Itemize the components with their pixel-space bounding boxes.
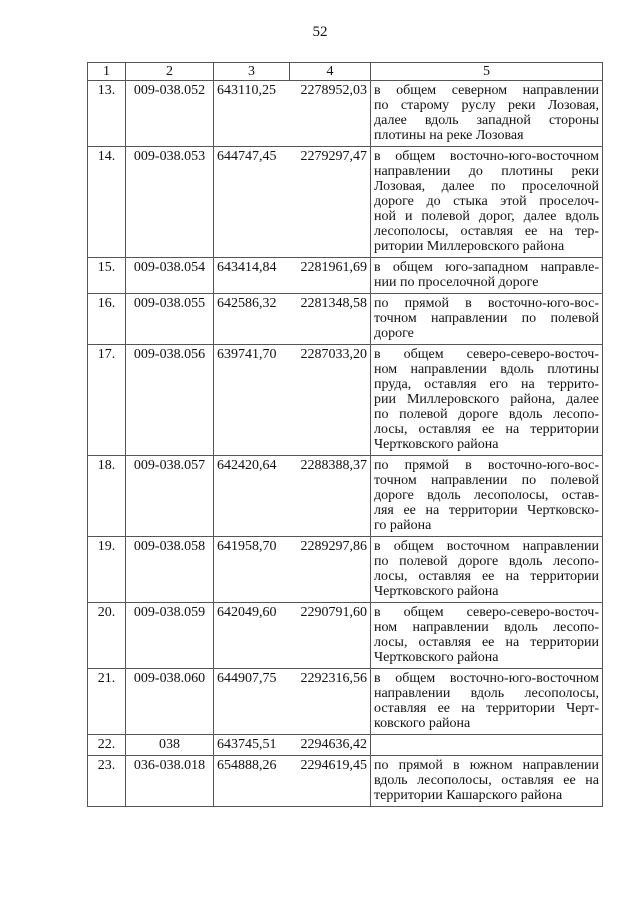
description-line: по прямой в южном направлении xyxy=(374,758,599,773)
coord-y-cell: 2279297,47 xyxy=(290,147,371,258)
description-line: направлении до плотины реки xyxy=(374,164,599,179)
page-number: 52 xyxy=(312,24,328,40)
point-code-cell: 009-038.058 xyxy=(126,537,214,603)
row-number-cell: 22. xyxy=(88,735,126,756)
description-line: оставляя ее на территории Черт- xyxy=(374,701,599,716)
table-row xyxy=(88,735,603,756)
coord-y-cell: 2287033,20 xyxy=(290,345,371,456)
description-cell xyxy=(371,669,603,735)
description-line: по старому руслу реки Лозовая, xyxy=(374,98,599,113)
description-line: по прямой в восточно-юго-вос- xyxy=(374,296,599,311)
description-line: пруда, оставляя его на террито- xyxy=(374,377,599,392)
header-cell: 1 xyxy=(88,63,126,81)
table-row xyxy=(88,147,603,258)
description-line: по полевой дороге вдоль лесопо- xyxy=(374,407,599,422)
description-line: ляя ее на территории Чертковско- xyxy=(374,503,599,518)
description-cell xyxy=(371,735,603,756)
description-line: го района xyxy=(374,518,432,533)
description-line: плотины на реке Лозовая xyxy=(374,128,524,143)
description-line: в общем юго-западном направле- xyxy=(374,260,599,275)
point-code-cell: 009-038.053 xyxy=(126,147,214,258)
description-line: дороге до стыка этой проселоч- xyxy=(374,194,599,209)
row-number-cell: 13. xyxy=(88,81,126,147)
coord-x-cell: 644747,45 xyxy=(214,147,290,258)
description-line: в общем северо-северо-восточ- xyxy=(374,347,599,362)
description-line: в общем северо-северо-восточ- xyxy=(374,605,599,620)
description-cell xyxy=(371,345,603,456)
point-code-cell: 009-038.059 xyxy=(126,603,214,669)
row-number-cell: 16. xyxy=(88,294,126,345)
table-row xyxy=(88,345,603,456)
point-code-cell: 009-038.054 xyxy=(126,258,214,294)
coord-y-cell: 2294619,45 xyxy=(290,756,371,807)
point-code-cell: 009-038.060 xyxy=(126,669,214,735)
coord-x-cell: 642586,32 xyxy=(214,294,290,345)
coord-y-cell: 2292316,56 xyxy=(290,669,371,735)
point-code-cell: 009-038.052 xyxy=(126,81,214,147)
description-line: рии Миллеровского района, далее xyxy=(374,392,599,407)
coord-x-cell: 643110,25 xyxy=(214,81,290,147)
description-cell xyxy=(371,81,603,147)
description-line: точном направлении по полевой xyxy=(374,473,599,488)
description-line: Чертковского района xyxy=(374,584,499,599)
description-cell xyxy=(371,258,603,294)
coord-x-cell: 639741,70 xyxy=(214,345,290,456)
description-line: нии по проселочной дороге xyxy=(374,275,539,290)
table-row xyxy=(88,537,603,603)
coord-y-cell: 2281961,69 xyxy=(290,258,371,294)
description-line: в общем восточно-юго-восточном xyxy=(374,671,599,686)
description-line: ной и полевой дорог, далее вдоль xyxy=(374,209,599,224)
row-number-cell: 21. xyxy=(88,669,126,735)
boundary-table xyxy=(87,62,603,807)
description-line: по прямой в восточно-юго-вос- xyxy=(374,458,599,473)
table-row xyxy=(88,756,603,807)
header-cell: 3 xyxy=(214,63,290,81)
coord-y-cell: 2281348,58 xyxy=(290,294,371,345)
header-cell: 5 xyxy=(371,63,603,81)
row-number-cell: 19. xyxy=(88,537,126,603)
description-line: вдоль лесополосы, оставляя ее на xyxy=(374,773,599,788)
coord-x-cell: 641958,70 xyxy=(214,537,290,603)
description-line: Лозовая, далее по проселочной xyxy=(374,179,599,194)
coord-y-cell: 2288388,37 xyxy=(290,456,371,537)
table-row xyxy=(88,456,603,537)
table-row xyxy=(88,81,603,147)
coord-x-cell: 642049,60 xyxy=(214,603,290,669)
point-code-cell: 038 xyxy=(126,735,214,756)
description-cell xyxy=(371,294,603,345)
coord-y-cell: 2289297,86 xyxy=(290,537,371,603)
row-number-cell: 20. xyxy=(88,603,126,669)
description-line: лосы, оставляя ее на территории xyxy=(374,569,599,584)
table-body xyxy=(88,63,603,807)
point-code-cell: 009-038.056 xyxy=(126,345,214,456)
description-cell xyxy=(371,756,603,807)
description-line: точном направлении по полевой xyxy=(374,311,599,326)
description-line: по полевой дороге вдоль лесопо- xyxy=(374,554,599,569)
header-cell: 4 xyxy=(290,63,371,81)
coord-y-cell: 2290791,60 xyxy=(290,603,371,669)
header-row xyxy=(88,63,603,81)
row-number-cell: 23. xyxy=(88,756,126,807)
description-cell xyxy=(371,537,603,603)
coord-x-cell: 644907,75 xyxy=(214,669,290,735)
coord-x-cell: 642420,64 xyxy=(214,456,290,537)
row-number-cell: 17. xyxy=(88,345,126,456)
description-line: лосы, оставляя ее на территории xyxy=(374,635,599,650)
description-line: ритории Миллеровского района xyxy=(374,239,565,254)
coord-y-cell: 2294636,42 xyxy=(290,735,371,756)
description-line: далее вдоль западной стороны xyxy=(374,113,599,128)
coord-x-cell: 643414,84 xyxy=(214,258,290,294)
description-cell xyxy=(371,456,603,537)
description-line: ном направлении вдоль плотины xyxy=(374,362,599,377)
description-line: в общем северном направлении xyxy=(374,83,599,98)
row-number-cell: 15. xyxy=(88,258,126,294)
table-row xyxy=(88,294,603,345)
description-line: ном направлении вдоль лесопо- xyxy=(374,620,599,635)
table-row xyxy=(88,603,603,669)
description-line: дороге вдоль лесополосы, остав- xyxy=(374,488,599,503)
description-line: Чертковского района xyxy=(374,650,499,665)
header-cell: 2 xyxy=(126,63,214,81)
description-cell xyxy=(371,147,603,258)
description-line: лосы, оставляя ее на территории xyxy=(374,422,599,437)
description-line: направлении вдоль лесополосы, xyxy=(374,686,599,701)
table-row xyxy=(88,258,603,294)
coord-x-cell: 654888,26 xyxy=(214,756,290,807)
description-line: лесополосы, оставляя ее на тер- xyxy=(374,224,599,239)
point-code-cell: 009-038.057 xyxy=(126,456,214,537)
coord-y-cell: 2278952,03 xyxy=(290,81,371,147)
description-cell xyxy=(371,603,603,669)
point-code-cell: 009-038.055 xyxy=(126,294,214,345)
table-row xyxy=(88,669,603,735)
row-number-cell: 18. xyxy=(88,456,126,537)
description-line: Чертковского района xyxy=(374,437,499,452)
description-line: в общем восточно-юго-восточном xyxy=(374,149,599,164)
description-line: дороге xyxy=(374,326,414,341)
point-code-cell: 036-038.018 xyxy=(126,756,214,807)
coord-x-cell: 643745,51 xyxy=(214,735,290,756)
row-number-cell: 14. xyxy=(88,147,126,258)
description-line: ковского района xyxy=(374,716,471,731)
description-line: в общем восточном направлении xyxy=(374,539,599,554)
description-line: территории Кашарского района xyxy=(374,788,563,803)
